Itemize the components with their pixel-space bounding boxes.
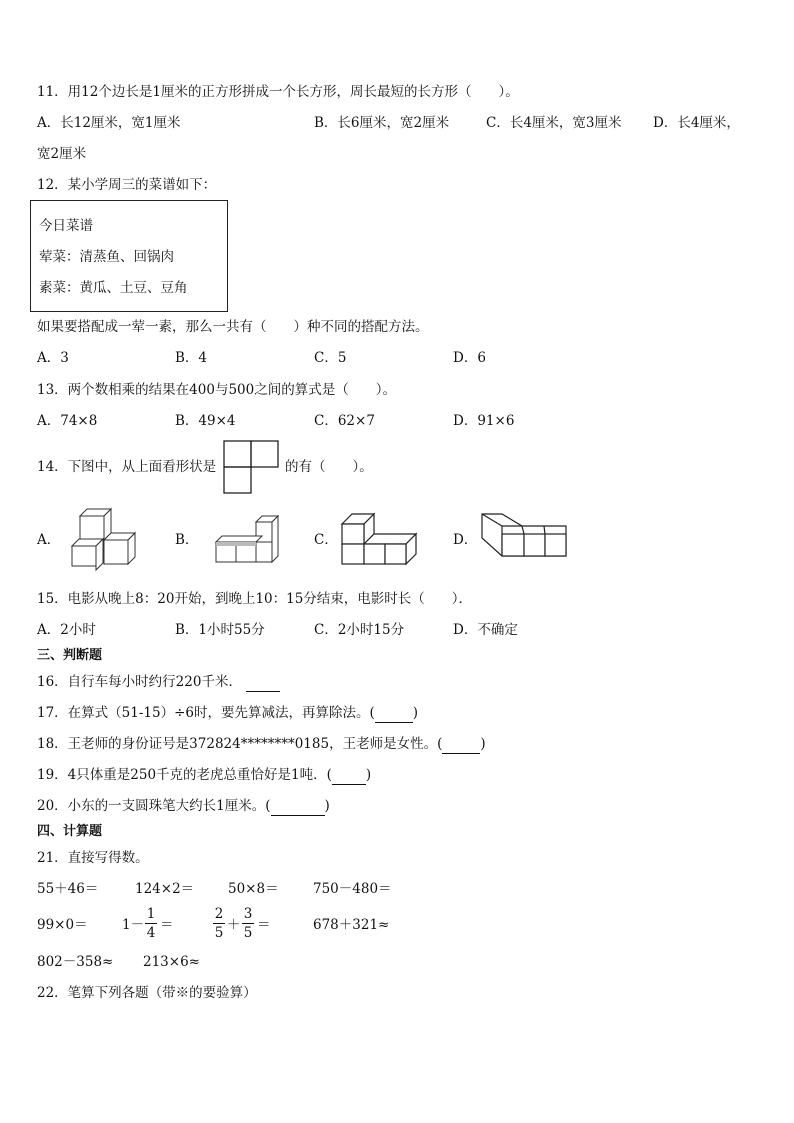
q18-line [37,735,486,754]
q18-close-paren: ) [480,736,486,752]
q18-answer-blank[interactable] [442,735,480,754]
q21-expr-6-equals: ＝ [160,917,174,933]
q16-answer-blank[interactable] [246,673,280,692]
fraction-numerator: 3 [243,906,253,922]
q12-option-c[interactable]: C．5 [314,350,347,366]
q13-option-a[interactable]: A．74×8 [37,413,98,429]
q21-expr-1: 55＋46＝ [37,881,99,897]
q21-expr-7-plus: ＋ [227,917,241,933]
cube-figure-d[interactable] [480,512,570,560]
fraction-bar [242,923,254,924]
q16-text: 16．自行车每小时约行220千米． [37,674,242,690]
q11-option-d-continued: 宽2厘米 [37,146,87,162]
q21-expr-7-fraction-1 [213,906,225,941]
q12-option-a[interactable]: A．3 [37,350,69,366]
q11-stem: 11．用12个边长是1厘米的正方形拼成一个长方形，周长最短的长方形（ ）。 [37,84,519,100]
q21-expr-5: 99×0＝ [37,917,88,933]
q19-text: 19．4只体重是250千克的老虎总重恰好是1吨．( [37,767,332,783]
q13-option-d[interactable]: D．91×6 [453,413,515,429]
q21-expr-10: 213×6≈ [143,954,200,970]
q14-option-d[interactable]: D． [453,532,478,548]
q21-expr-6-fraction [145,906,157,941]
q21-stem: 21．直接写得数。 [37,850,149,866]
q17-close-paren: ) [412,705,419,721]
top-view-shape [223,440,279,495]
q19-line [37,766,371,785]
q21-expr-7-fraction-2 [242,906,254,941]
q13-option-b[interactable]: B．49×4 [175,413,236,429]
menu-title: 今日菜谱 [39,218,93,234]
q13-option-c[interactable]: C．62×7 [314,413,375,429]
q21-expr-6-prefix: 1－ [122,917,145,933]
q19-answer-blank[interactable] [332,766,366,785]
q21-expr-3: 50×8＝ [228,881,279,897]
q12-option-d[interactable]: D．6 [453,350,486,366]
q12-option-b[interactable]: B．4 [175,350,208,366]
q20-text: 20．小东的一支圆珠笔大约长1厘米。( [37,798,271,814]
q17-text: 17．在算式（51-15）÷6时，要先算减法，再算除法。( [37,705,375,721]
q14-option-c[interactable]: C． [314,532,338,548]
cube-figure-b[interactable] [210,514,280,564]
q15-option-c[interactable]: C．2小时15分 [314,622,405,638]
q14-stem-after: 的有（ ）。 [285,459,373,475]
fraction-numerator: 2 [214,906,224,922]
q15-option-a[interactable]: A．2小时 [37,622,96,638]
q15-stem: 15．电影从晚上8：20开始，到晚上10：15分结束，电影时长（ ）． [37,591,473,607]
q11-option-b[interactable]: B．长6厘米，宽2厘米 [314,115,450,131]
q18-text: 18．王老师的身份证号是372824********0185，王老师是女性。( [37,736,443,752]
q11-option-d[interactable]: D．长4厘米， [653,115,740,131]
fraction-denominator: 4 [146,925,156,941]
fraction-bar [145,923,157,924]
fraction-bar [213,923,225,924]
menu-veg: 素菜：黄瓜、土豆、豆角 [39,280,188,296]
q21-expr-2: 124×2＝ [135,881,195,897]
q22-stem: 22．笔算下列各题（带※的要验算） [37,985,257,1001]
q11-option-a[interactable]: A．长12厘米，宽1厘米 [37,115,181,131]
q16-line [37,673,280,692]
q14-option-a[interactable]: A． [37,532,61,548]
q17-answer-blank[interactable] [375,704,413,723]
q15-option-b[interactable]: B．1小时55分 [175,622,265,638]
q11-option-c[interactable]: C．长4厘米，宽3厘米 [486,115,622,131]
q12-stem: 12．某小学周三的菜谱如下： [37,177,217,193]
q12-question: 如果要搭配成一荤一素，那么一共有（ ）种不同的搭配方法。 [37,319,429,335]
q21-expr-4: 750－480＝ [313,881,392,897]
cube-figure-a[interactable] [68,506,140,568]
section-4-heading: 四、计算题 [37,824,103,839]
fraction-denominator: 5 [214,925,224,941]
q13-stem: 13．两个数相乘的结果在400与500之间的算式是（ ）。 [37,382,396,398]
q21-expr-8: 678＋321≈ [313,917,390,933]
fraction-denominator: 5 [243,925,253,941]
q21-expr-9: 802－358≈ [37,954,114,970]
cube-figure-c[interactable] [340,510,420,565]
fraction-numerator: 1 [146,906,156,922]
q14-option-b[interactable]: B． [175,532,199,548]
section-3-heading: 三、判断题 [37,648,103,663]
q15-option-d[interactable]: D．不确定 [453,622,518,638]
q20-close-paren: ) [324,798,330,814]
q21-expr-7-equals: ＝ [257,917,271,933]
q17-line [37,704,418,723]
q19-close-paren: ) [365,767,372,783]
menu-meat: 荤菜：清蒸鱼、回锅肉 [39,249,174,265]
q20-answer-blank[interactable] [271,797,325,816]
q20-line [37,797,330,816]
q14-stem-before: 14．下图中，从上面看形状是 [37,459,217,475]
menu-box [30,200,228,312]
